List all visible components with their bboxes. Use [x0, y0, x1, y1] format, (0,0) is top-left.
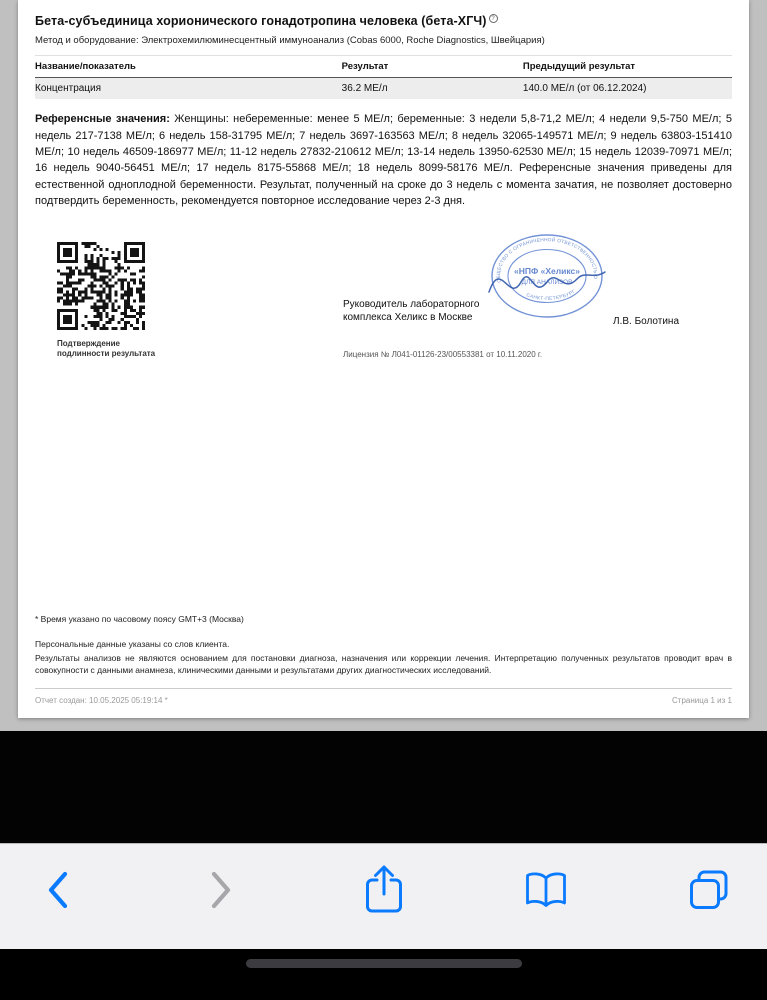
report-footer: [35, 688, 732, 705]
cell-parameter: Концентрация: [35, 78, 342, 100]
results-table: [35, 55, 732, 99]
bookmarks-button[interactable]: [518, 862, 574, 918]
back-button[interactable]: [30, 862, 86, 918]
cell-result: 36.2 МЕ/л: [342, 78, 523, 100]
report-created: Отчет создан: 10.05.2025 05:19:14 *: [35, 696, 168, 705]
signatory-name: Л.В. Болотина: [613, 315, 680, 327]
disclaimer-note: Результаты анализов не являются основанием для постановки диагноза, назначения или коррекции лечения. Интерпретацию полученных результатов проводит врач в совокупности с данными анамнеза, клиническими данными и результатами других диагностических исследований.: [35, 653, 732, 675]
signatory-role: Руководитель лабораторного комплекса Хеликс в Москве: [343, 298, 480, 324]
forward-button[interactable]: [193, 862, 249, 918]
stamp-center-line1: «НПФ «Хеликс»: [514, 265, 580, 276]
svg-text:САНКТ-ПЕТЕРБУРГ: [525, 288, 576, 301]
cell-previous-result: 140.0 МЕ/л (от 06.12.2024): [523, 78, 732, 100]
license-line: Лицензия № Л041-01126-23/00553381 от 10.11.2020 г.: [343, 349, 543, 359]
page-number: Страница 1 из 1: [672, 696, 732, 705]
column-header-name: Название/показатель: [35, 56, 342, 78]
table-row: [35, 78, 732, 100]
report-title-text: Бета-субъединица хорионического гонадотропина человека (бета-ХГЧ): [35, 14, 487, 29]
footnotes: [35, 614, 732, 676]
qr-caption-line2: подлинности результата: [57, 349, 156, 359]
home-indicator[interactable]: [246, 959, 522, 968]
stamp-bottom-arc-text: САНКТ-ПЕТЕРБУРГ: [525, 289, 577, 302]
qr-block: [57, 242, 175, 361]
page-title: [35, 14, 732, 28]
info-icon[interactable]: ?: [489, 14, 498, 23]
tabs-button[interactable]: [681, 862, 737, 918]
personal-data-note: Персональные данные указаны со слов клиента.: [35, 639, 230, 649]
column-header-result: Результат: [342, 56, 523, 78]
browser-toolbar: [0, 843, 767, 949]
signature-section: [35, 226, 732, 378]
stamp-top-arc-text: ОБЩЕСТВО С ОГРАНИЧЕННОЙ ОТВЕТСТВЕННОСТЬЮ: [496, 237, 598, 283]
qr-caption-line1: Подтверждение: [57, 338, 120, 348]
qr-caption: [57, 339, 175, 361]
reference-label: Референсные значения:: [35, 113, 170, 126]
column-header-previous: Предыдущий результат: [523, 56, 732, 78]
method-line: Метод и оборудование: Электрохемилюминесцентный иммуноанализ (Cobas 6000, Roche Diagnostics, Швейцария): [35, 35, 545, 47]
pdf-black-gap: [0, 731, 767, 843]
open-book-icon: [523, 869, 569, 911]
stamp-center-line2: ДЛЯ АНАЛИЗОВ: [521, 278, 573, 286]
qr-code: [57, 242, 145, 330]
reference-values: [35, 111, 732, 209]
share-button[interactable]: [356, 862, 412, 918]
report-content: [18, 0, 749, 378]
chevron-left-icon: [43, 870, 73, 910]
bottom-bar: [0, 949, 767, 989]
chevron-right-icon: [206, 870, 236, 910]
stamp-graphic: [487, 230, 613, 326]
lab-report-page: [18, 0, 749, 718]
stamp: [487, 230, 613, 326]
tabs-icon: [686, 867, 732, 913]
gmt-note: * Время указано по часовому поясу GMT+3 (Москва): [35, 614, 244, 624]
reference-text: Женщины: небеременные: менее 5 МЕ/л; беременные: 3 недели 5,8-71,2 МЕ/л; 4 недели 9,5-750 МЕ/л; 5 недель 217-7138 МЕ/л; 6 недель 158-31795 МЕ/л; 7 недель 3697-163563 МЕ/л; 8 недель 32065-149571 МЕ/л; 9 недель 63803-151410 МЕ/л; 10 недель 46509-186977 МЕ/л; 11-12 недель 27832-210612 МЕ/л; 13-14 недель 13950-62530 МЕ/л; 15 недель 12039-70971 МЕ/л; 16 недель 9040-56451 МЕ/л; 17 недель 8175-55868 МЕ/л; 18 недель 8099-58176 МЕ/л. Референсные значения приведены для естественной одноплодной беременности. Результат, полученный на сроке до 3 недель с момента зачатия, не позволяет достоверно подтвердить беременность, рекомендуется повторное исследование через 2-3 дня.: [35, 113, 732, 208]
share-icon: [361, 864, 407, 916]
table-header-row: [35, 56, 732, 78]
